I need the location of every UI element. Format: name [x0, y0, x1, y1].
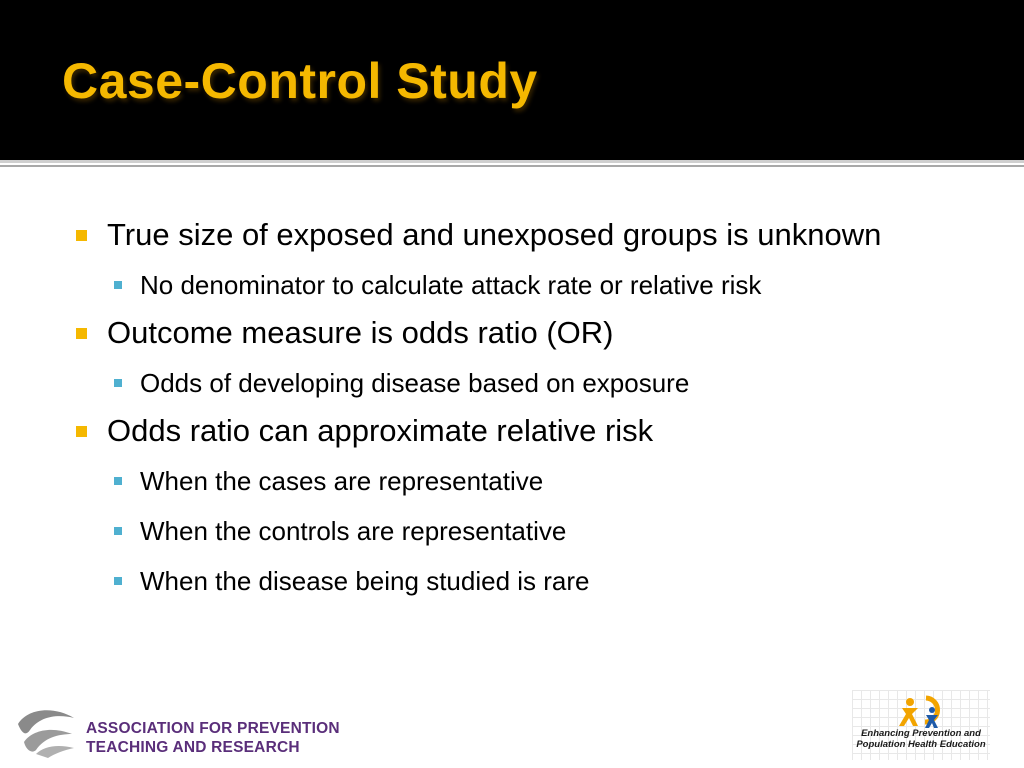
- bullet-item: [74, 212, 974, 258]
- square-bullet-icon: [76, 230, 87, 241]
- sub-bullet-item: [74, 260, 974, 310]
- square-sub-bullet-icon: [114, 477, 122, 485]
- figure-sun-logo-icon: [896, 692, 948, 732]
- bullet-item: [74, 408, 974, 454]
- bullet-text: Outcome measure is odds ratio (OR): [107, 315, 614, 350]
- sub-bullet-item: [74, 556, 974, 606]
- sub-bullet-text: When the cases are representative: [140, 466, 544, 496]
- sub-bullet-item: [74, 358, 974, 408]
- ep-tagline-line-1: Enhancing Prevention and: [861, 728, 981, 739]
- square-bullet-icon: [76, 426, 87, 437]
- sub-bullet-text: Odds of developing disease based on exposure: [140, 368, 690, 398]
- slide-title: Case-Control Study: [62, 53, 538, 109]
- square-sub-bullet-icon: [114, 281, 122, 289]
- sub-bullet-item: [74, 456, 974, 506]
- square-sub-bullet-icon: [114, 379, 122, 387]
- aptr-wave-logo-icon: [14, 704, 80, 758]
- sub-bullet-text: No denominator to calculate attack rate or relative risk: [140, 270, 762, 300]
- sub-bullet-text: When the disease being studied is rare: [140, 566, 590, 596]
- enhancing-prevention-logo: [852, 690, 990, 760]
- bullet-text: True size of exposed and unexposed groups is unknown: [107, 217, 882, 252]
- square-bullet-icon: [76, 328, 87, 339]
- square-sub-bullet-icon: [114, 577, 122, 585]
- bullet-text: Odds ratio can approximate relative risk: [107, 413, 654, 448]
- sub-bullet-text: When the controls are representative: [140, 516, 567, 546]
- org-name-line-1: ASSOCIATION FOR PREVENTION: [86, 720, 340, 737]
- aptr-logo: [14, 704, 354, 760]
- title-divider: [0, 160, 1024, 163]
- bullet-list: [74, 212, 974, 606]
- title-divider-shadow: [0, 165, 1024, 167]
- square-sub-bullet-icon: [114, 527, 122, 535]
- org-name-line-2: TEACHING AND RESEARCH: [86, 739, 300, 756]
- sub-bullet-item: [74, 506, 974, 556]
- ep-tagline-line-2: Population Health Education: [856, 739, 986, 750]
- title-band: [0, 0, 1024, 160]
- bullet-item: [74, 310, 974, 356]
